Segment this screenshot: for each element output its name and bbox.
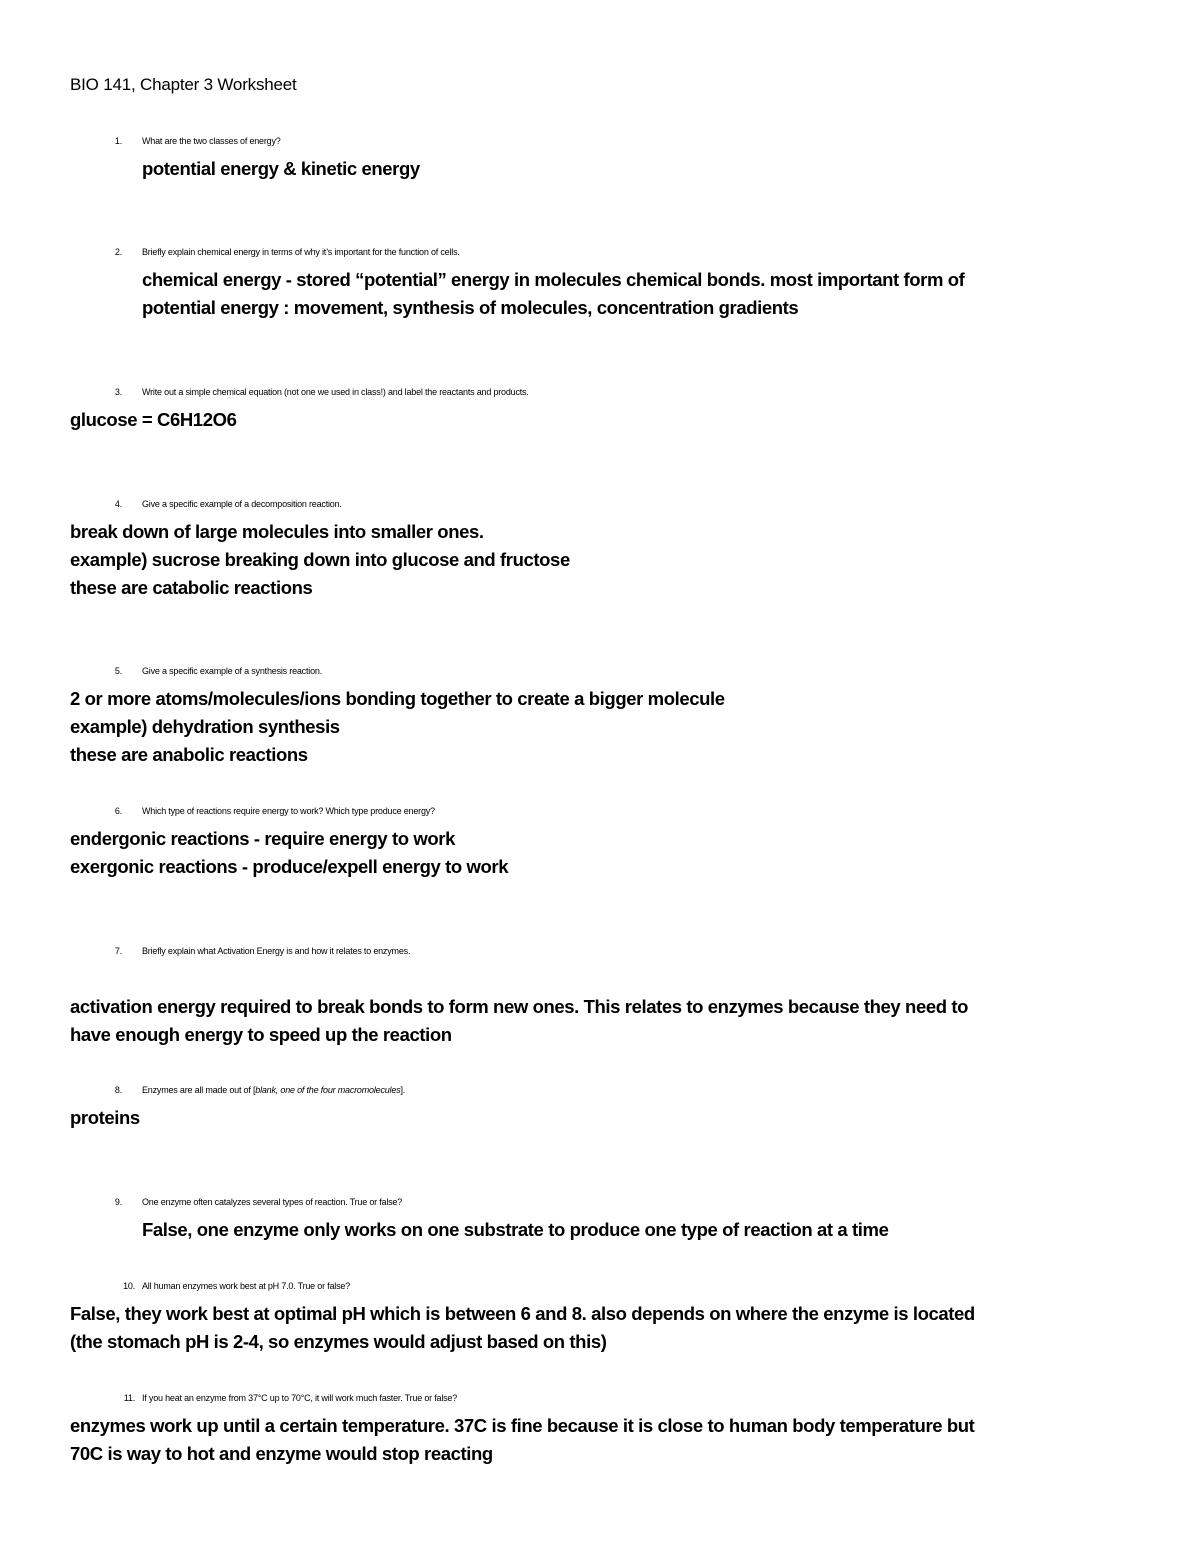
question-7-number: 7. [114,946,122,956]
answer-5-line-2: example) dehydration synthesis [70,716,340,737]
question-11-text: If you heat an enzyme from 37°C up to 70°C, it will work much faster. True or false? [142,1393,458,1403]
answer-4-line-3: these are catabolic reactions [70,577,313,598]
answer-3-line-1: glucose = C6H12O6 [70,409,237,430]
question-3-text: Write out a simple chemical equation (not one we used in class!) and label the reactants and products. [142,387,529,397]
answer-5-line-3: these are anabolic reactions [70,744,308,765]
question-1-number: 1. [114,136,122,146]
question-3-number: 3. [114,387,122,397]
question-9-text: One enzyme often catalyzes several types of reaction. True or false? [142,1197,403,1207]
answer-11-line-2: 70C is way to hot and enzyme would stop reacting [70,1443,493,1464]
question-6-number: 6. [114,806,122,816]
answer-5-line-1: 2 or more atoms/molecules/ions bonding together to create a bigger molecule [70,688,725,709]
answer-4-line-2: example) sucrose breaking down into glucose and fructose [70,549,570,570]
answer-7-line-2: have enough energy to speed up the reaction [70,1024,452,1045]
answer-7-line-1: activation energy required to break bonds to form new ones. This relates to enzymes because they need to [70,996,969,1017]
question-8-number: 8. [114,1085,122,1095]
question-8-text-pre: Enzymes are all made out of [ [142,1085,256,1095]
worksheet-title: BIO 141, Chapter 3 Worksheet [70,75,297,94]
question-2-number: 2. [114,247,122,257]
answer-6-line-1: endergonic reactions - require energy to work [70,828,455,849]
question-8-text [142,1076,405,1104]
answer-10-line-1: False, they work best at optimal pH which is between 6 and 8. also depends on where the enzyme is located [70,1303,975,1324]
answer-9-line-1: False, one enzyme only works on one substrate to produce one type of reaction at a time [142,1219,889,1240]
question-9-number: 9. [114,1197,122,1207]
question-10-text: All human enzymes work best at pH 7.0. True or false? [142,1281,351,1291]
answer-2-line-2: potential energy : movement, synthesis of molecules, concentration gradients [142,297,799,318]
question-7-text: Briefly explain what Activation Energy is and how it relates to enzymes. [142,946,411,956]
question-8-text-post: ]. [400,1085,406,1095]
question-11-number: 11. [123,1393,135,1403]
question-10-number: 10. [123,1281,135,1291]
answer-8-line-1: proteins [70,1107,140,1128]
question-1-text: What are the two classes of energy? [142,136,281,146]
answer-2-line-1: chemical energy - stored “potential” energy in molecules chemical bonds. most important form of [142,269,965,290]
answer-1-line-1: potential energy & kinetic energy [142,158,420,179]
question-6-text: Which type of reactions require energy to work? Which type produce energy? [142,806,435,816]
answer-4-line-1: break down of large molecules into smaller ones. [70,521,484,542]
answer-6-line-2: exergonic reactions - produce/expell energy to work [70,856,509,877]
question-4-number: 4. [114,499,122,509]
question-5-number: 5. [114,666,122,676]
question-5-text: Give a specific example of a synthesis reaction. [142,666,322,676]
question-8-text-italic: blank, one of the four macromolecules [255,1085,401,1095]
question-4-text: Give a specific example of a decomposition reaction. [142,499,342,509]
question-2-text: Briefly explain chemical energy in terms of why it’s important for the function of cells. [142,247,460,257]
answer-11-line-1: enzymes work up until a certain temperature. 37C is fine because it is close to human body temperature but [70,1415,975,1436]
answer-10-line-2: (the stomach pH is 2-4, so enzymes would adjust based on this) [70,1331,607,1352]
